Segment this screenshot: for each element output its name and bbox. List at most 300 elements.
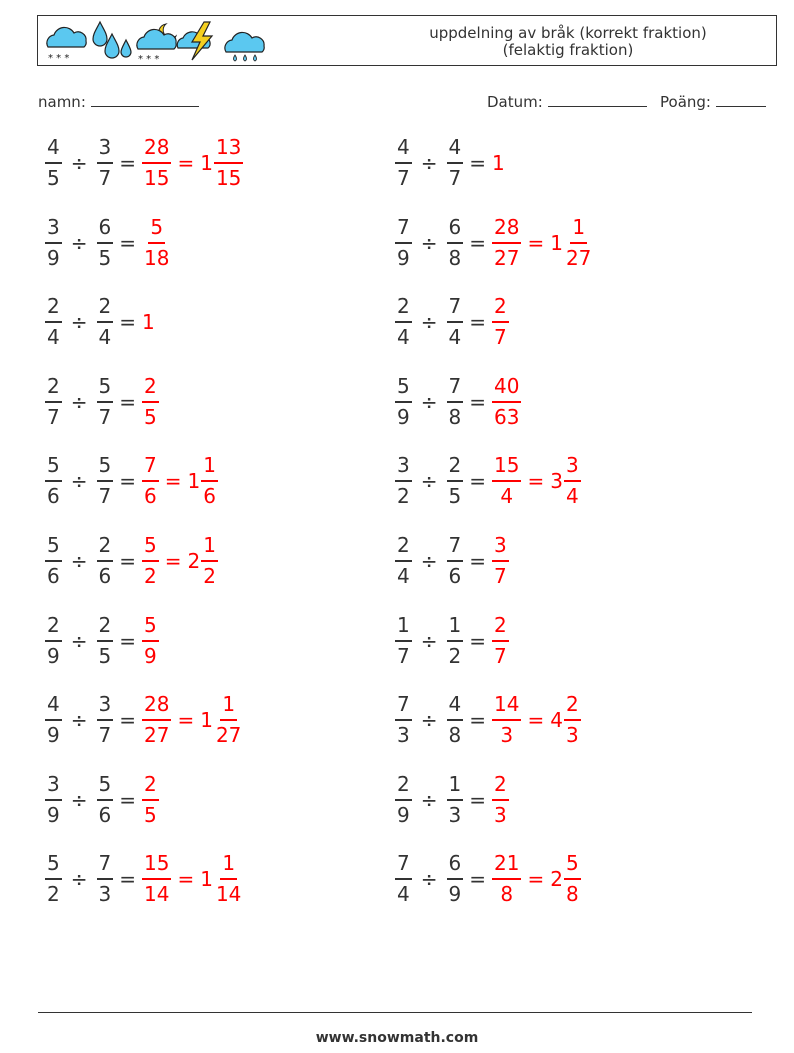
divisor-fraction <box>447 772 464 828</box>
denominator: 4 <box>565 484 579 509</box>
answer <box>492 851 581 907</box>
answer <box>492 294 509 350</box>
answer <box>492 374 521 430</box>
denominator: 27 <box>494 245 520 270</box>
improper-fraction <box>142 215 171 271</box>
denominator: 4 <box>397 882 410 907</box>
denominator: 3 <box>500 723 514 748</box>
denominator: 7 <box>98 166 112 190</box>
denominator: 7 <box>98 404 112 429</box>
denominator: 4 <box>98 325 112 350</box>
numerator: 4 <box>45 135 62 164</box>
dividend-fraction <box>395 374 412 430</box>
dividend-fraction <box>395 772 412 828</box>
mixed-whole: 2 <box>187 549 201 573</box>
denominator: 8 <box>500 882 514 907</box>
numerator: 5 <box>97 453 114 482</box>
denominator: 6 <box>98 564 112 588</box>
numerator: 2 <box>395 772 412 801</box>
denominator: 18 <box>144 245 170 270</box>
division-problem <box>45 529 218 593</box>
date-blank[interactable] <box>548 92 647 107</box>
numerator: 13 <box>214 135 243 164</box>
numerator: 4 <box>395 135 412 164</box>
denominator: 9 <box>47 723 60 748</box>
numerator: 5 <box>97 374 114 403</box>
answer <box>142 692 243 748</box>
divisor-fraction <box>97 772 114 828</box>
equals-sign: = <box>164 549 182 573</box>
numerator: 2 <box>142 374 159 403</box>
worksheet-header <box>37 15 777 66</box>
equals-sign: = <box>527 867 545 892</box>
numerator: 2 <box>97 533 114 562</box>
numerator: 2 <box>142 772 159 801</box>
equals-sign: = <box>119 310 136 335</box>
numerator: 3 <box>45 772 62 801</box>
denominator: 14 <box>144 882 170 907</box>
answer <box>142 215 171 271</box>
division-problem <box>395 768 509 832</box>
mixed-fraction <box>564 215 593 271</box>
numerator: 7 <box>142 453 159 482</box>
dividend-fraction <box>45 453 62 509</box>
svg-text:* * *: * * * <box>48 53 70 64</box>
mixed-fraction <box>214 692 243 748</box>
dividend-fraction <box>45 533 62 589</box>
denominator: 5 <box>98 245 112 270</box>
denominator: 7 <box>494 643 507 668</box>
equals-sign: = <box>469 469 486 494</box>
answer <box>142 135 243 191</box>
numerator: 2 <box>492 772 509 801</box>
numerator: 1 <box>447 613 464 642</box>
divisor-fraction <box>447 215 464 271</box>
equals-sign: = <box>469 389 486 414</box>
equals-sign: = <box>119 389 136 414</box>
denominator: 3 <box>494 802 507 827</box>
equals-sign: = <box>177 151 195 175</box>
division-problem <box>395 370 521 434</box>
numerator: 7 <box>447 294 464 323</box>
division-problem <box>45 768 159 832</box>
denominator: 3 <box>448 802 462 827</box>
numerator: 1 <box>447 772 464 801</box>
numerator: 5 <box>142 613 159 642</box>
numerator: 7 <box>447 533 464 562</box>
equals-sign: = <box>527 230 545 255</box>
denominator: 9 <box>47 643 60 668</box>
denominator: 4 <box>397 564 410 588</box>
mixed-whole: 1 <box>200 151 213 175</box>
numerator: 2 <box>395 533 412 562</box>
equals-sign: = <box>527 469 545 494</box>
denominator: 2 <box>47 882 60 907</box>
improper-fraction <box>142 613 159 669</box>
divisor-fraction <box>97 294 114 350</box>
dividend-fraction <box>395 215 412 271</box>
numerator: 2 <box>492 613 509 642</box>
division-problem <box>395 131 505 195</box>
numerator: 2 <box>395 294 412 323</box>
dividend-fraction <box>45 772 62 828</box>
score-blank[interactable] <box>716 92 766 107</box>
whole-answer: 1 <box>142 310 155 335</box>
divisor-fraction <box>447 453 464 509</box>
numerator: 5 <box>142 533 159 562</box>
mixed-whole: 1 <box>200 867 213 892</box>
score-field <box>660 92 766 111</box>
division-problem <box>45 290 155 354</box>
denominator: 8 <box>448 245 462 270</box>
denominator: 7 <box>448 166 462 190</box>
denominator: 7 <box>47 404 60 429</box>
improper-fraction <box>492 215 521 271</box>
mixed-whole: 3 <box>550 469 563 494</box>
divide-sign: ÷ <box>420 549 438 573</box>
divisor-fraction <box>97 374 114 430</box>
improper-fraction <box>492 294 509 350</box>
dividend-fraction <box>395 613 412 669</box>
footer-url: www.snowmath.com <box>315 1030 479 1046</box>
denominator: 3 <box>98 882 112 907</box>
mixed-fraction <box>201 533 218 589</box>
denominator: 2 <box>203 564 216 588</box>
equals-sign: = <box>527 708 545 733</box>
equals-sign: = <box>177 867 195 892</box>
divisor-fraction <box>447 613 464 669</box>
numerator: 2 <box>492 294 509 323</box>
divide-sign: ÷ <box>70 787 88 812</box>
denominator: 27 <box>144 723 170 748</box>
division-problem <box>395 529 509 593</box>
numerator: 3 <box>97 692 114 721</box>
denominator: 6 <box>98 802 112 827</box>
date-field <box>487 92 647 111</box>
denominator: 7 <box>494 564 507 588</box>
numerator: 7 <box>447 374 464 403</box>
numerator: 6 <box>97 215 114 244</box>
division-problem <box>395 609 509 673</box>
answer <box>492 453 581 509</box>
divide-sign: ÷ <box>70 469 88 494</box>
answer <box>142 613 159 669</box>
numerator: 7 <box>395 215 412 244</box>
divisor-fraction <box>447 135 464 191</box>
whole-answer: 1 <box>492 151 505 175</box>
denominator: 14 <box>215 882 242 907</box>
numerator: 2 <box>97 613 114 642</box>
divisor-fraction <box>97 215 114 271</box>
numerator: 3 <box>492 533 509 562</box>
numerator: 1 <box>570 215 587 244</box>
answer <box>142 374 159 430</box>
divide-sign: ÷ <box>420 708 438 733</box>
date-label: Datum: <box>487 93 543 111</box>
denominator: 9 <box>397 404 410 429</box>
denominator: 4 <box>397 325 410 350</box>
improper-fraction <box>142 533 159 589</box>
denominator: 7 <box>397 643 410 668</box>
raindrops-icon <box>93 22 131 58</box>
divide-sign: ÷ <box>70 310 88 335</box>
numerator: 7 <box>395 851 412 880</box>
night-snow-cloud-icon <box>137 24 176 64</box>
mixed-fraction <box>214 135 243 191</box>
numerator: 1 <box>220 851 237 880</box>
denominator: 15 <box>215 166 242 190</box>
dividend-fraction <box>395 533 412 589</box>
equals-sign: = <box>469 230 486 255</box>
numerator: 14 <box>492 692 521 721</box>
division-problem <box>395 211 593 275</box>
dividend-fraction <box>45 294 62 350</box>
division-problem <box>45 370 159 434</box>
dividend-fraction <box>45 692 62 748</box>
lightning-icon <box>177 22 212 60</box>
denominator: 15 <box>144 166 170 190</box>
numerator: 5 <box>564 851 581 880</box>
equals-sign: = <box>469 787 486 812</box>
snow-cloud-icon <box>47 27 86 64</box>
numerator: 7 <box>97 851 114 880</box>
numerator: 6 <box>447 851 464 880</box>
improper-fraction <box>492 613 509 669</box>
numerator: 28 <box>142 135 171 164</box>
improper-fraction <box>142 374 159 430</box>
equals-sign: = <box>119 867 136 892</box>
improper-fraction <box>142 772 159 828</box>
denominator: 9 <box>47 802 60 827</box>
division-problem <box>45 449 218 513</box>
denominator: 7 <box>98 484 112 509</box>
denominator: 4 <box>47 325 60 350</box>
division-problem <box>395 290 509 354</box>
weather-icons <box>42 20 270 64</box>
dividend-fraction <box>45 215 62 271</box>
numerator: 40 <box>492 374 521 403</box>
denominator: 63 <box>494 404 520 429</box>
denominator: 4 <box>448 325 462 350</box>
equals-sign: = <box>119 787 136 812</box>
divide-sign: ÷ <box>420 469 438 494</box>
numerator: 2 <box>45 613 62 642</box>
divisor-fraction <box>447 533 464 589</box>
equals-sign: = <box>119 549 136 573</box>
division-problem <box>45 131 243 195</box>
numerator: 6 <box>447 215 464 244</box>
improper-fraction <box>142 851 171 907</box>
denominator: 5 <box>144 802 157 827</box>
denominator: 9 <box>397 802 410 827</box>
improper-fraction <box>142 453 159 509</box>
denominator: 2 <box>448 643 462 668</box>
numerator: 4 <box>447 135 464 164</box>
divide-sign: ÷ <box>420 310 438 335</box>
mixed-whole: 1 <box>200 708 213 733</box>
denominator: 9 <box>448 882 462 907</box>
equals-sign: = <box>469 549 486 573</box>
mixed-fraction <box>564 692 581 748</box>
answer <box>142 533 218 589</box>
equals-sign: = <box>469 151 486 175</box>
divisor-fraction <box>97 851 114 907</box>
divisor-fraction <box>97 453 114 509</box>
division-problem <box>395 688 581 752</box>
divisor-fraction <box>447 294 464 350</box>
numerator: 4 <box>45 692 62 721</box>
divisor-fraction <box>97 533 114 589</box>
numerator: 4 <box>447 692 464 721</box>
numerator: 2 <box>97 294 114 323</box>
division-problem <box>395 449 581 513</box>
dividend-fraction <box>395 851 412 907</box>
divisor-fraction <box>447 692 464 748</box>
equals-sign: = <box>469 628 486 653</box>
numerator: 15 <box>142 851 171 880</box>
title-line-2: (felaktig fraktion) <box>502 41 634 59</box>
denominator: 5 <box>47 166 60 190</box>
answer <box>142 310 155 334</box>
numerator: 5 <box>45 453 62 482</box>
denominator: 27 <box>565 245 592 270</box>
equals-sign: = <box>164 469 182 494</box>
division-problem <box>45 609 159 673</box>
division-problem <box>45 211 171 275</box>
worksheet-title <box>368 25 768 59</box>
numerator: 2 <box>45 374 62 403</box>
improper-fraction <box>492 374 521 430</box>
divide-sign: ÷ <box>420 628 438 653</box>
divisor-fraction <box>97 135 114 191</box>
numerator: 7 <box>395 692 412 721</box>
mixed-fraction <box>214 851 243 907</box>
denominator: 6 <box>47 484 60 509</box>
numerator: 5 <box>395 374 412 403</box>
numerator: 21 <box>492 851 521 880</box>
equals-sign: = <box>119 151 136 175</box>
denominator: 7 <box>494 325 507 350</box>
numerator: 2 <box>564 692 581 721</box>
divide-sign: ÷ <box>70 151 88 175</box>
improper-fraction <box>492 772 509 828</box>
denominator: 3 <box>397 723 410 748</box>
dividend-fraction <box>45 851 62 907</box>
divisor-fraction <box>97 692 114 748</box>
numerator: 3 <box>45 215 62 244</box>
name-blank[interactable] <box>91 92 199 107</box>
numerator: 5 <box>45 533 62 562</box>
mixed-fraction <box>564 851 581 907</box>
denominator: 7 <box>397 166 410 190</box>
denominator: 6 <box>203 484 216 509</box>
denominator: 5 <box>144 404 157 429</box>
denominator: 8 <box>565 882 579 907</box>
mixed-fraction <box>201 453 218 509</box>
rain-cloud-icon <box>225 32 264 61</box>
improper-fraction <box>142 135 171 191</box>
numerator: 28 <box>142 692 171 721</box>
improper-fraction <box>492 851 521 907</box>
denominator: 27 <box>215 723 242 748</box>
improper-fraction <box>492 453 521 509</box>
numerator: 2 <box>447 453 464 482</box>
dividend-fraction <box>395 453 412 509</box>
score-label: Poäng: <box>660 93 711 111</box>
denominator: 4 <box>500 484 514 509</box>
equals-sign: = <box>119 708 136 733</box>
numerator: 5 <box>148 215 165 244</box>
equals-sign: = <box>119 628 136 653</box>
denominator: 8 <box>448 723 462 748</box>
denominator: 3 <box>565 723 579 748</box>
divide-sign: ÷ <box>420 151 438 175</box>
equals-sign: = <box>469 310 486 335</box>
answer <box>142 772 159 828</box>
mixed-whole: 4 <box>550 708 563 733</box>
mixed-whole: 1 <box>187 469 201 494</box>
denominator: 5 <box>98 643 112 668</box>
footer-divider <box>38 1012 752 1013</box>
equals-sign: = <box>469 867 486 892</box>
denominator: 2 <box>397 484 410 509</box>
numerator: 15 <box>492 453 521 482</box>
answer <box>492 692 581 748</box>
divide-sign: ÷ <box>420 389 438 414</box>
dividend-fraction <box>45 135 62 191</box>
denominator: 6 <box>448 564 462 588</box>
dividend-fraction <box>395 135 412 191</box>
svg-text:* * *: * * * <box>138 54 160 64</box>
divide-sign: ÷ <box>70 389 88 414</box>
denominator: 9 <box>47 245 60 270</box>
division-problem <box>395 847 581 911</box>
numerator: 1 <box>201 533 218 562</box>
denominator: 9 <box>144 643 157 668</box>
improper-fraction <box>492 533 509 589</box>
answer <box>142 851 243 907</box>
improper-fraction <box>492 692 521 748</box>
divide-sign: ÷ <box>70 549 88 573</box>
dividend-fraction <box>45 613 62 669</box>
divide-sign: ÷ <box>70 867 88 892</box>
mixed-whole: 2 <box>550 867 563 892</box>
divisor-fraction <box>447 374 464 430</box>
equals-sign: = <box>119 230 136 255</box>
denominator: 6 <box>47 564 60 588</box>
numerator: 2 <box>45 294 62 323</box>
division-problem <box>45 688 243 752</box>
dividend-fraction <box>395 294 412 350</box>
divide-sign: ÷ <box>420 867 438 892</box>
denominator: 2 <box>144 564 157 588</box>
divide-sign: ÷ <box>420 787 438 812</box>
answer <box>492 613 509 669</box>
divide-sign: ÷ <box>70 230 88 255</box>
numerator: 5 <box>45 851 62 880</box>
divisor-fraction <box>97 613 114 669</box>
denominator: 7 <box>98 723 112 748</box>
divide-sign: ÷ <box>70 628 88 653</box>
answer <box>492 533 509 589</box>
numerator: 1 <box>220 692 237 721</box>
answer <box>492 215 593 271</box>
denominator: 9 <box>397 245 410 270</box>
mixed-whole: 1 <box>550 230 563 255</box>
numerator: 28 <box>492 215 521 244</box>
improper-fraction <box>142 692 171 748</box>
numerator: 1 <box>395 613 412 642</box>
